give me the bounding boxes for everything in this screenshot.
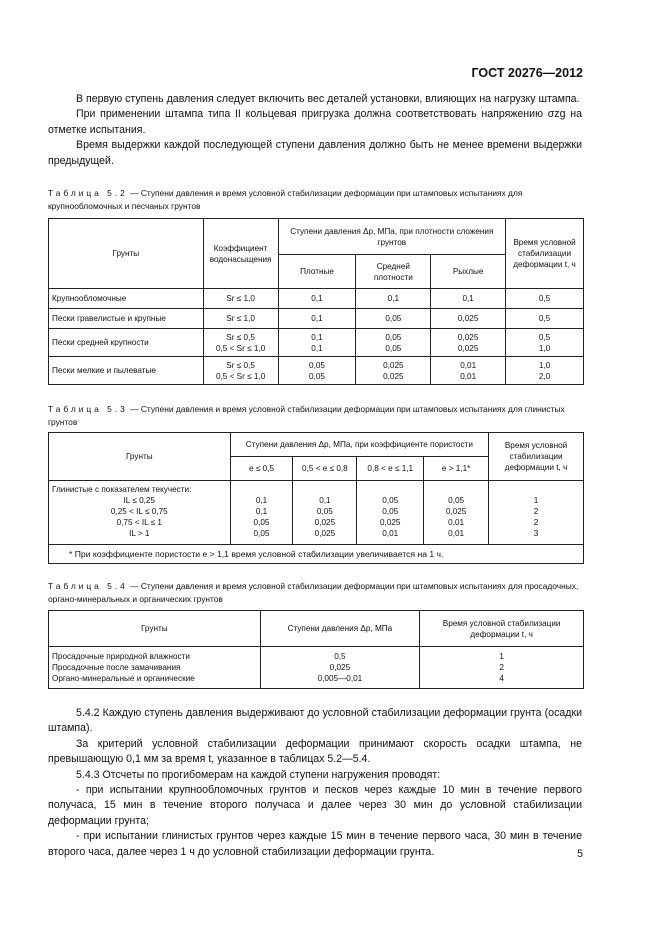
t54-soil: Органо-минеральные и органические	[52, 674, 195, 683]
t53-value: 0,025	[314, 529, 336, 538]
t52-value: 0,025	[457, 332, 479, 342]
t52-cell-loose: 0,025	[431, 309, 506, 329]
t52-value: 0,025	[383, 371, 404, 381]
t54-value: 0,5	[334, 652, 346, 661]
document-header: ГОСТ 20276—2012	[471, 66, 583, 80]
t52-header-coef: Коэффициент водонасыщения	[203, 219, 278, 289]
t52-value: 0,05	[385, 332, 402, 342]
t52-cell-medium: 0,1	[356, 289, 431, 309]
t52-cell-medium	[356, 329, 431, 357]
t53-soil-line: IL > 1	[129, 529, 150, 538]
table-row	[49, 289, 584, 309]
t52-value: 0,1	[311, 343, 323, 353]
t53-value: 0,05	[382, 507, 399, 516]
t52-header-steps: Ступени давления Δp, МПа, при плотности сложения грунтов	[278, 219, 505, 255]
t54-header-soil: Грунты	[49, 611, 261, 647]
table-row	[49, 329, 584, 357]
t52-cell-dense	[278, 329, 356, 357]
t52-cell-loose	[431, 357, 506, 385]
t52-cell-soil: Пески мелкие и пылеватые	[49, 357, 204, 385]
t52-coef-line: 0,5 < Sr ≤ 1,0	[215, 343, 266, 353]
table-5-4-caption-label: Таблица 5.4	[48, 581, 128, 591]
t53-value: 0,05	[382, 496, 399, 505]
t53-value: 2	[533, 507, 539, 516]
t53-value: 0,01	[448, 529, 465, 538]
page-number: 5	[577, 848, 583, 860]
table-row	[49, 309, 584, 329]
t52-cell-soil: Крупнообломочные	[49, 289, 204, 309]
t52-value: 0,5	[538, 332, 551, 342]
t53-value: 1	[533, 496, 539, 505]
t53-col-e4	[424, 481, 489, 545]
t53-soil-line: IL ≤ 0,25	[123, 496, 156, 505]
t52-value: 0,025	[457, 343, 479, 353]
t52-header-dense: Плотные	[278, 255, 356, 289]
t52-value: 0,01	[460, 371, 477, 381]
table-5-3-caption-label: Таблица 5.3	[48, 404, 128, 414]
t53-col-e1	[230, 481, 293, 545]
t52-cell-dense	[278, 357, 356, 385]
table-5-3-caption	[48, 403, 584, 428]
t53-header-steps: Ступени давления Δp, МПа, при коэффициенте пористости	[230, 433, 488, 457]
t52-header-medium: Средней плотности	[356, 255, 431, 289]
t52-value: 0,05	[309, 360, 325, 370]
t53-value: 0,1	[319, 496, 331, 505]
table-row	[49, 357, 584, 385]
t52-cell-soil: Пески средней крупности	[49, 329, 204, 357]
table-row	[49, 481, 584, 545]
t52-cell-time	[506, 329, 584, 357]
intro-paragraph-2: При применении штампа типа II кольцевая пригрузка должна соответствовать напряжению σzg на отметке испытания.	[48, 108, 582, 136]
table-5-3	[48, 432, 584, 564]
t53-footnote: * При коэффициенте пористости e > 1,1 время условной стабилизации увеличивается на 1 ч.	[49, 545, 584, 564]
t52-coef-line: Sr ≤ 0,5	[226, 332, 255, 342]
intro-paragraph-3: Время выдержки каждой последующей ступени давления должно быть не менее времени выдержки предыдущей.	[48, 139, 582, 167]
t52-cell-coef	[203, 357, 278, 385]
t53-soil-line: 0,25 < IL ≤ 0,75	[110, 507, 168, 516]
t54-col-soil	[49, 647, 261, 689]
bullet-sandy-soils: - при испытании крупнообломочных грунтов и песков через каждые 10 мин в течение первого получаса, 15 мин в течение второго получаса и далее через 30 мин до условной стабилизации деформации грунта;	[48, 784, 582, 827]
t53-value: 2	[533, 518, 539, 527]
t52-value: 1,0	[538, 360, 551, 370]
t52-coef-line: Sr ≤ 0,5	[226, 360, 255, 370]
t53-soil-cell	[49, 481, 231, 545]
t54-value: 2	[499, 663, 504, 672]
t53-value: 0,1	[255, 507, 268, 516]
t52-cell-time	[506, 357, 584, 385]
t52-cell-time: 0,5	[506, 289, 584, 309]
table-5-2-caption	[48, 187, 584, 212]
t52-value: 0,05	[309, 371, 325, 381]
t53-value: 0,05	[316, 507, 333, 516]
t53-col-e3	[357, 481, 424, 545]
clause-5-4-2: 5.4.2 Каждую ступень давления выдерживают до условной стабилизации деформации грунта (осадки штампа).	[48, 707, 582, 735]
clause-5-4-3: 5.4.3 Отсчеты по прогибомерам на каждой ступени нагружения проводят:	[76, 768, 441, 781]
t52-cell-dense: 0,1	[278, 289, 356, 309]
t53-value: 0,01	[382, 529, 399, 538]
t54-col-time	[420, 647, 584, 689]
t54-value: 1	[499, 652, 504, 661]
t53-value: 0,025	[380, 518, 401, 527]
t54-soil: Просадочные природной влажности	[52, 652, 190, 661]
t52-cell-dense: 0,1	[278, 309, 356, 329]
t53-value: 0,025	[445, 507, 467, 516]
t53-value: 0,05	[253, 529, 270, 538]
body-text	[48, 706, 582, 860]
table-5-4	[48, 610, 584, 689]
t52-coef-line: 0,5 < Sr ≤ 1,0	[215, 371, 266, 381]
t53-value: 0,05	[448, 496, 465, 505]
intro-paragraph-1: В первую ступень давления следует включить вес деталей установки, влияющих на нагрузку штампа.	[76, 93, 580, 105]
t53-header-time: Время условной стабилизации деформации t, ч	[489, 433, 584, 481]
t52-cell-medium	[356, 357, 431, 385]
intro-text	[48, 92, 582, 169]
table-5-2	[48, 218, 584, 385]
t53-value: 3	[533, 529, 539, 538]
t53-group-label: Глинистые с показателем текучести:	[52, 485, 192, 494]
t54-value: 4	[499, 674, 504, 683]
t53-value: 0,1	[255, 496, 268, 505]
t52-value: 0,025	[383, 360, 404, 370]
table-5-3-caption-text: — Ступени давления и время условной стабилизации деформации при штамповых испытаниях для глинистых грунтов	[48, 404, 565, 427]
t53-header-e3: 0,8 < e ≤ 1,1	[357, 457, 424, 481]
t53-header-e2: 0,5 < e ≤ 0,8	[293, 457, 357, 481]
t53-header-e1: e ≤ 0,5	[230, 457, 293, 481]
table-5-2-caption-text: — Ступени давления и время условной стабилизации деформации при штамповых испытаниях для крупнообломочных и песчаных грунтов	[48, 188, 523, 211]
t52-value: 0,05	[385, 343, 402, 353]
t52-value: 1,0	[538, 343, 551, 353]
t52-cell-soil: Пески гравелистые и крупные	[49, 309, 204, 329]
table-5-4-caption-text: — Ступени давления и время условной стабилизации деформации при штамповых испытаниях для просадочных, органо-минеральных и органических грунтов	[48, 581, 579, 604]
t52-header-loose: Рыхлые	[431, 255, 506, 289]
t54-header-time: Время условной стабилизации деформации t, ч	[420, 611, 584, 647]
t54-value: 0,025	[329, 663, 351, 672]
bullet-clay-soils: - при испытании глинистых грунтов через каждые 15 мин в течение первого часа, 30 мин в течение второго часа, далее через 1 ч до условной стабилизации деформации грунта.	[48, 830, 582, 858]
t53-value: 0,01	[448, 518, 465, 527]
t53-soil-line: 0,75 < IL ≤ 1	[116, 518, 162, 527]
t54-header-steps: Ступени давления Δp, МПа	[260, 611, 420, 647]
t52-header-soil: Грунты	[49, 219, 204, 289]
t53-header-e4: e > 1,1*	[424, 457, 489, 481]
t53-value: 0,05	[253, 518, 270, 527]
t53-value: 0,025	[314, 518, 336, 527]
t53-col-time	[489, 481, 584, 545]
t53-col-e2	[293, 481, 357, 545]
t52-cell-loose	[431, 329, 506, 357]
table-5-2-caption-label: Таблица 5.2	[48, 188, 128, 198]
t53-header-soil: Грунты	[49, 433, 231, 481]
t52-cell-coef: Sr ≤ 1,0	[203, 289, 278, 309]
t52-cell-coef	[203, 329, 278, 357]
t54-soil: Просадочные после замачивания	[52, 663, 181, 672]
t52-value: 0,01	[460, 360, 477, 370]
table-5-4-caption	[48, 580, 584, 605]
table-row	[49, 647, 584, 689]
t52-cell-medium: 0,05	[356, 309, 431, 329]
stabilization-criterion: За критерий условной стабилизации деформации принимают скорость осадки штампа, не превышающую 0,1 мм за время t, указанное в таблицах 5.2—5.4.	[48, 737, 582, 766]
t54-col-steps	[260, 647, 420, 689]
t52-cell-loose: 0,1	[431, 289, 506, 309]
t54-value: 0,005—0,01	[317, 674, 363, 683]
t52-cell-time: 0,5	[506, 309, 584, 329]
t52-value: 2,0	[538, 371, 551, 381]
t52-cell-coef: Sr ≤ 1,0	[203, 309, 278, 329]
t52-value: 0,1	[311, 332, 323, 342]
t52-header-time: Время условной стабилизации деформации t, ч	[506, 219, 584, 289]
